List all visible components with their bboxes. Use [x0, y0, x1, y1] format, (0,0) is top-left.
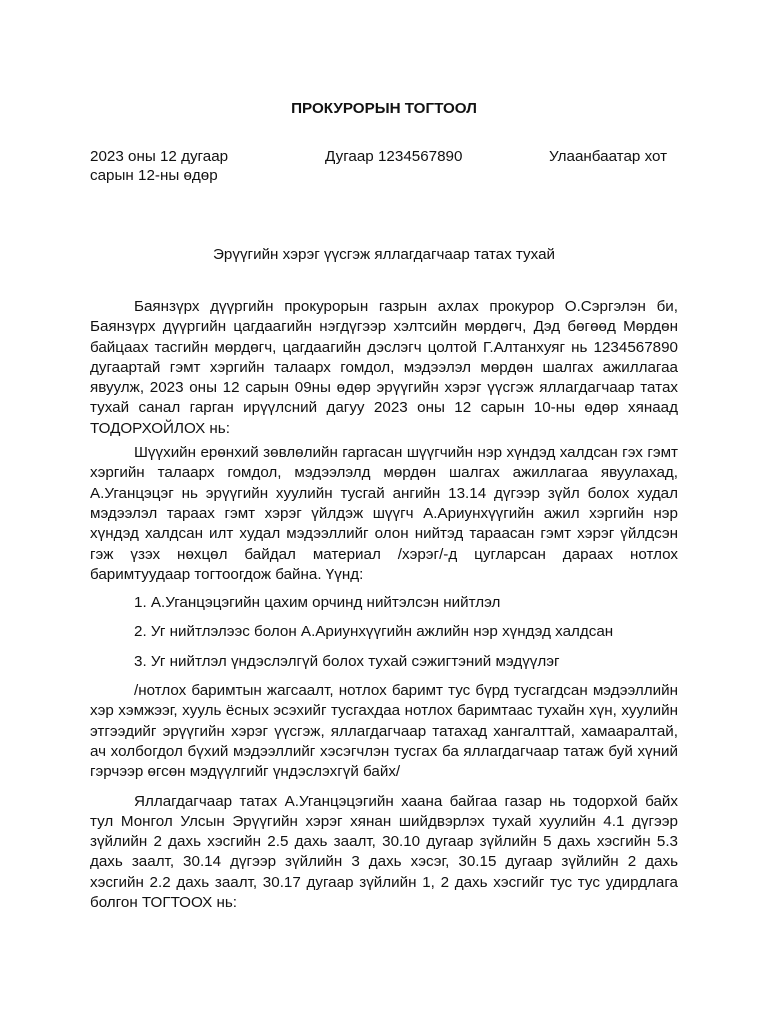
document-number: Дугаар 1234567890: [325, 148, 463, 165]
document-subject: Эрүүгийн хэрэг үүсгэж яллагдагчаар татах тухай: [213, 246, 555, 263]
evidence-item: 2. Уг нийтлэлээс болон А.Ариунхүүгийн ажлийн нэр хүндэд халдсан: [134, 623, 614, 641]
evidence-note: /нотлох баримтын жагсаалт, нотлох баримт тус бүрд тусгагдсан мэдээллийн хэр хэмжээг, хууль ёсных эсэхийг тусгахдаа нотлох баримтаас тухайн хүн, хуулийн этгээдийг эрүүгийн хэрэг үүсгэж, яллагдагчаар татахад хангалттай, хамааралтай, ач холбогдол бүхий мэдээллийг хэсэгчлэн тусгах ба яллагдагчаар татаж буй хүний гэрчээр өгсөн мэдүүлгийг үндэслэхгүй байх/: [90, 682, 678, 781]
document-city: Улаанбаатар хот: [549, 148, 668, 165]
document-title: ПРОКУРОРЫН ТОГТООЛ: [291, 100, 477, 117]
evidence-item: 1. А.Уганцэцэгийн цахим орчинд нийтэлсэн нийтлэл: [134, 594, 501, 612]
document-body: [90, 297, 678, 917]
intro-paragraph: Баянзүрх дүүргийн прокурорын газрын ахлах прокурор О.Сэргэлэн би, Баянзүрх дүүргийн цагдаагийн нэгдүгээр хэлтсийн мөрдөгч, Дэд бөгөөд Мөрдөн байцаах тасгийн мөрдөгч, цагдаагийн дэслэгч цолтой Г.Алтанхуяг нь 1234567890 дугаартай гэмт хэргийн талаарх гомдол, мэдээлэл мөрдөн шалгах ажиллагаа явуулж, 2023 оны 12 сарын 09ны өдөр эрүүгийн хэрэг үүсгэж яллагдагчаар татах тухай санал гарган ирүүлсний дагуу 2023 оны 12 сарын 10-ны өдөр хянаад ТОДОРХОЙЛОХ нь:: [90, 298, 678, 437]
findings-paragraph: Шүүхийн ерөнхий зөвлөлийн гаргасан шүүгчийн нэр хүндэд халдсан гэх гэмт хэргийн талаарх гомдол, мэдээлэлд мөрдөн шалгах ажиллагаа явуулахад, А.Уганцэцэг нь эрүүгийн хуулийн тусгай ангийн 13.14 дүгээр зүйл болох худал мэдээлэл тараах гэмт хэрэг үйлдэж шүүгч А.Ариунхүүгийн ажил хэргийн нэр хүндэд халдсан илт худал мэдээллийг олон нийтэд тараасан гэмт хэрэг үйлдсэн гэж үзэх нөхцөл байдал материал /хэрэг/-д цугларсан дараах нотлох баримтуудаар тогтоогдож байна. Үүнд:: [90, 444, 678, 583]
resolution-paragraph: Яллагдагчаар татах А.Уганцэцэгийн хаана байгаа газар нь тодорхой байх тул Монгол Улсын Эрүүгийн хэрэг хянан шийдвэрлэх тухай хуулийн 4.1 дүгээр зүйлийн 2 дахь хэсгийн 2.5 дахь заалт, 30.10 дугаар зүйлийн 5 дахь хэсгийн 5.3 дахь заалт, 30.14 дүгээр зүйлийн 3 дахь хэсэг, 30.15 дугаар зүйлийн 2 дахь хэсгийн 2.2 дахь заалт, 30.17 дугаар зүйлийн 1, 2 дахь хэсгийг тус тус удирдлага болгон ТОГТООХ нь:: [90, 792, 678, 912]
evidence-list: [90, 593, 678, 672]
document-date: 2023 оны 12 дугаар сарын 12-ны өдөр: [90, 148, 229, 184]
document-page: [90, 0, 678, 1024]
evidence-item: 3. Уг нийтлэл үндэслэлгүй болох тухай сэжигтэний мэдүүлэг: [134, 652, 560, 670]
